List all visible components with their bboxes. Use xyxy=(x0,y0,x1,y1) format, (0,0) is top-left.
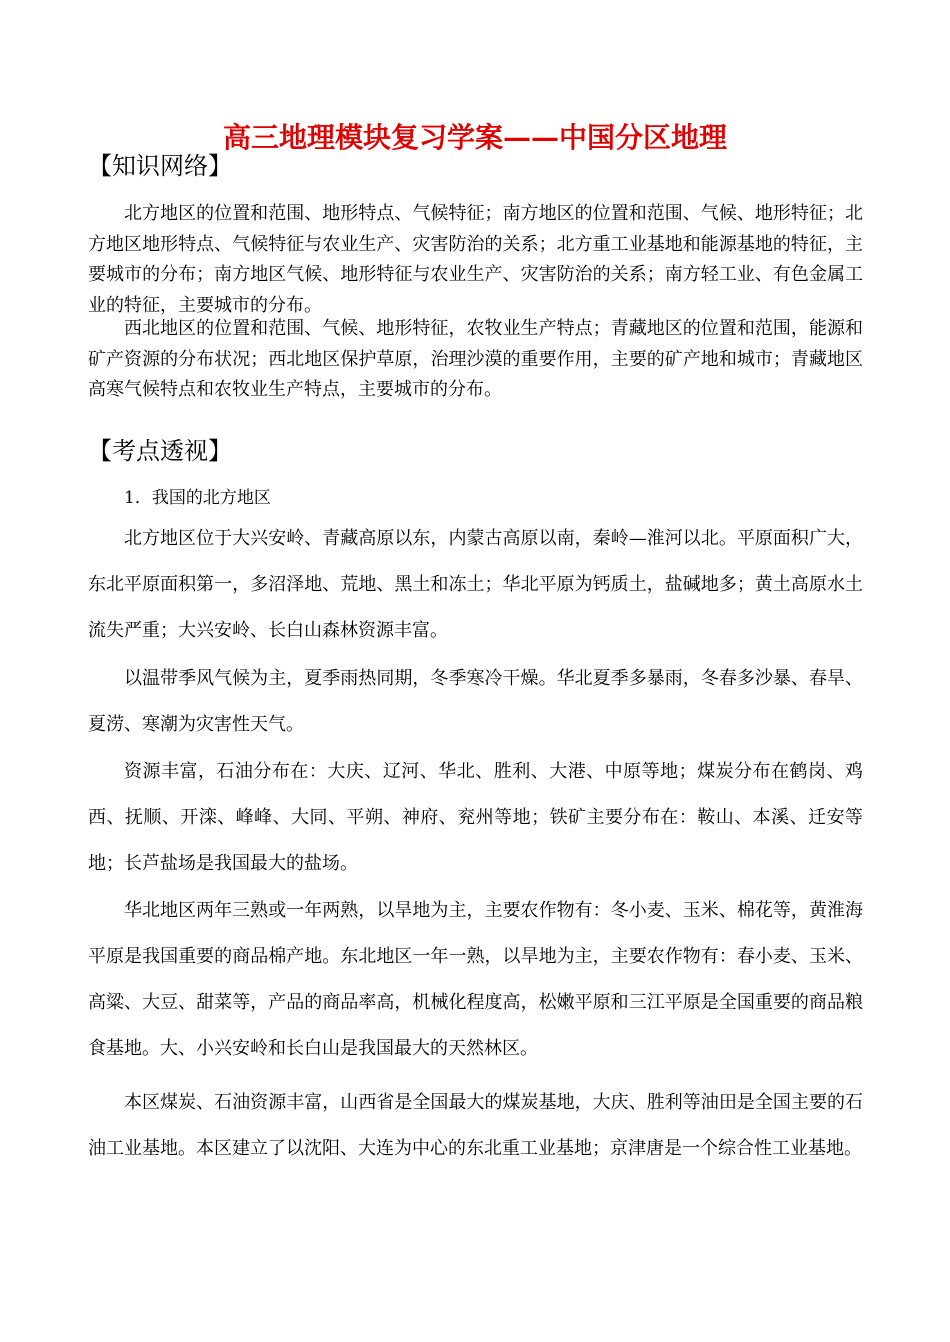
paragraph: 本区煤炭、石油资源丰富，山西省是全国最大的煤炭基地，大庆、胜利等油田是全国主要的石油工业基地。本区建立了以沈阳、大连为中心的东北重工业基地；京津唐是一个综合性工业基地。 xyxy=(88,1092,863,1159)
item-title: 1．我国的北方地区 xyxy=(124,488,271,508)
paragraph: 资源丰富，石油分布在：大庆、辽河、华北、胜利、大港、中原等地；煤炭分布在鹤岗、鸡西、抚顺、开滦、峰峰、大同、平朔、神府、兖州等地；铁矿主要分布在：鞍山、本溪、迁安等地；长芦盐场是我国最大的盐场。 xyxy=(88,761,863,874)
paragraph: 以温带季风气候为主，夏季雨热同期，冬季寒冷干燥。华北夏季多暴雨，冬春多沙暴、春旱、夏涝、寒潮为灾害性天气。 xyxy=(88,668,863,735)
section-heading-exam-points: 【考点透视】 xyxy=(88,437,232,465)
paragraph: 华北地区两年三熟或一年两熟，以旱地为主，主要农作物有：冬小麦、玉米、棉花等，黄淮海平原是我国重要的商品棉产地。东北地区一年一熟，以旱地为主，主要农作物有：春小麦、玉米、高粱、大豆、甜菜等，产品的商品率高，机械化程度高，松嫩平原和三江平原是全国重要的商品粮食基地。大、小兴安岭和长白山是我国最大的天然林区。 xyxy=(88,900,863,1059)
paragraph: 西北地区的位置和范围、气候、地形特征，农牧业生产特点；青藏地区的位置和范围，能源和矿产资源的分布状况；西北地区保护草原，治理沙漠的重要作用，主要的矿产地和城市；青藏地区高寒气候特点和农牧业生产特点，主要城市的分布。 xyxy=(88,318,863,400)
section-heading-knowledge-network: 【知识网络】 xyxy=(88,152,232,180)
paragraph: 北方地区的位置和范围、地形特点、气候特征；南方地区的位置和范围、气候、地形特征；北方地区地形特点、气候特征与农业生产、灾害防治的关系；北方重工业基地和能源基地的特征，主要城市的分布；南方地区气候、地形特征与农业生产、灾害防治的关系；南方轻工业、有色金属工业的特征，主要城市的分布。 xyxy=(88,203,863,316)
document-title: 高三地理模块复习学案——中国分区地理 xyxy=(222,121,727,154)
paragraph: 北方地区位于大兴安岭、青藏高原以东，内蒙古高原以南，秦岭—淮河以北。平原面积广大，东北平原面积第一，多沼泽地、荒地、黑土和冻土；华北平原为钙质土，盐碱地多；黄土高原水土流失严重；大兴安岭、长白山森林资源丰富。 xyxy=(88,528,863,641)
